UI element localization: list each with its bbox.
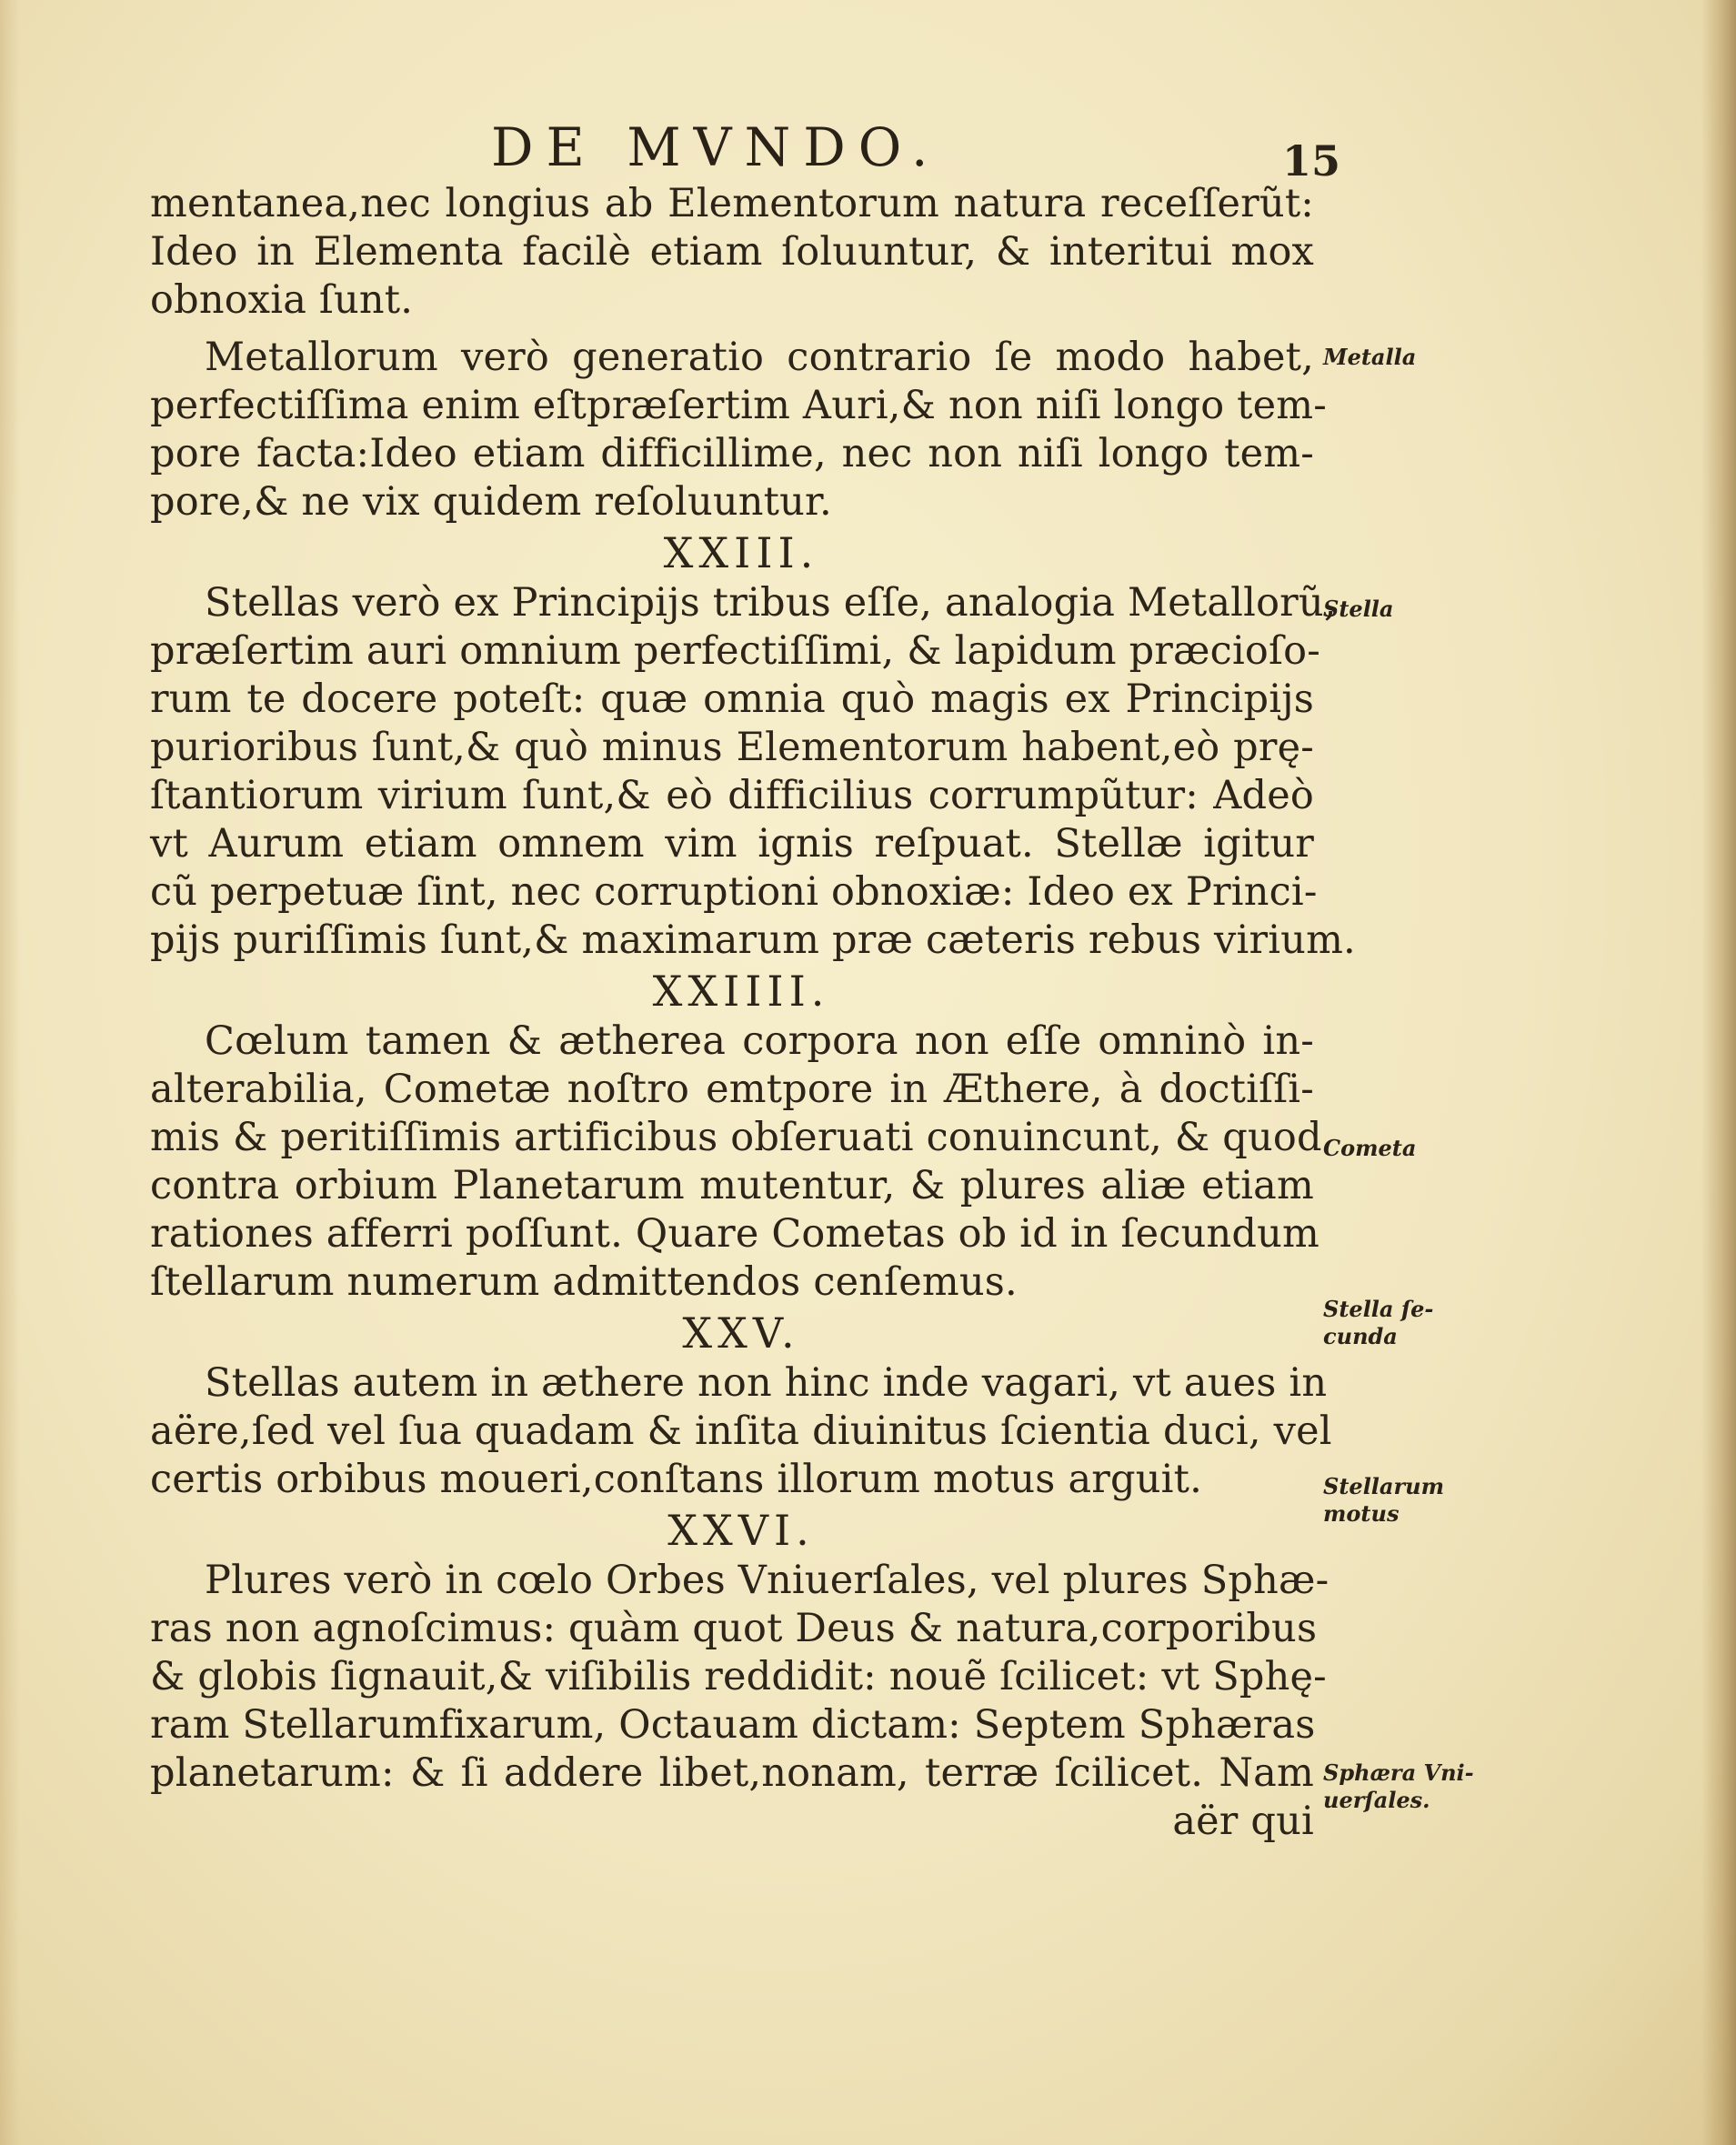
text-line: perfectiſſima enim eſtpræſertim Auri,& non niſi longo tem- [150, 383, 1327, 428]
text-line: aëre,ſed vel ſua quadam & inſita diuinitus ſcientia duci, vel [150, 1408, 1332, 1454]
text-line: obnoxia ſunt. [150, 277, 414, 323]
marginal-note: Metalla [1323, 344, 1417, 370]
text-line: pore,& ne vix quidem reſoluuntur. [150, 479, 832, 525]
text-line: mis & peritiſſimis artificibus obſeruati conuincunt, & quod [150, 1115, 1322, 1160]
running-header: DE MVNDO. [491, 116, 941, 178]
catchword: aër qui [1172, 1799, 1314, 1844]
section-number: XXIII. [663, 528, 819, 577]
text-line: Stellas verò ex Principijs tribus eſſe, analogia Metallorũ, [205, 580, 1337, 626]
text-line: contra orbium Planetarum mutentur, & plures aliæ etiam [150, 1163, 1314, 1208]
marginal-note: Stellarum motus [1323, 1473, 1444, 1527]
text-line: pijs puriſſimis ſunt,& maximarum præ cæteris rebus virium. [150, 917, 1356, 963]
section-number: XXV. [682, 1308, 800, 1358]
text-line: Cœlum tamen & ætherea corpora non eſſe omninò in- [205, 1018, 1314, 1064]
text-line: planetarum: & ſi addere libet,nonam, terræ ſcilicet. Nam [150, 1750, 1314, 1796]
marginal-note: Stella ſe- cunda [1323, 1296, 1434, 1349]
text-line: ram Stellarumfixarum, Octauam dictam: Septem Sphæras [150, 1702, 1316, 1748]
section-number: XXIIII. [652, 967, 830, 1016]
page-edge-shadow-left [0, 0, 20, 2145]
body-text [150, 180, 1356, 1846]
text-line: ſtellarum numerum admittendos cenſemus. [150, 1259, 1018, 1305]
text-line: Stellas autem in æthere non hinc inde vagari, vt aues in [205, 1360, 1328, 1406]
page-number: 15 [1282, 136, 1341, 185]
text-line: ras non agnoſcimus: quàm quot Deus & natura,corporibus [150, 1606, 1318, 1651]
text-line: alterabilia, Cometæ noſtro emtpore in Æthere, à doctiſſi- [150, 1067, 1314, 1112]
text-line: & globis ſignauit,& viſibilis reddidit: nouẽ ſcilicet: vt Sphę- [150, 1654, 1327, 1699]
text-line: rum te docere poteſt: quæ omnia quò magis ex Principijs [150, 677, 1314, 722]
text-line: cũ perpetuæ ſint, nec corruptioni obnoxiæ: Ideo ex Princi- [150, 869, 1318, 915]
section-number: XXVI. [667, 1506, 815, 1555]
text-line: certis orbibus moueri,conſtans illorum motus arguit. [150, 1457, 1202, 1502]
marginal-note: Sphæra Vni- uerſales. [1323, 1759, 1474, 1813]
text-line: præſertim auri omnium perfectiſſimi, & lapidum præcioſo- [150, 628, 1320, 674]
text-line: Ideo in Elementa facilè etiam ſoluuntur, & interitui mox [150, 229, 1314, 275]
text-line: Metallorum verò generatio contrario ſe modo habet, [205, 335, 1314, 380]
text-line: vt Aurum etiam omnem vim ignis reſpuat. Stellæ igitur [150, 821, 1314, 867]
text-line: Plures verò in cœlo Orbes Vniuerſales, vel plures Sphæ- [205, 1558, 1330, 1603]
text-line: mentanea,nec longius ab Elementorum natura receſſerũt: [150, 181, 1314, 226]
marginal-note: Cometa [1323, 1135, 1417, 1161]
text-line: pore facta:Ideo etiam difficillime, nec non niſi longo tem- [150, 431, 1314, 476]
text-line: purioribus ſunt,& quò minus Elementorum habent,eò prę- [150, 725, 1314, 770]
page-edge-shadow-right [1701, 0, 1736, 2145]
text-line: ſtantiorum virium ſunt,& eò difficilius corrumpũtur: Adeò [150, 773, 1314, 818]
text-line: rationes afferri poſſunt. Quare Cometas ob id in ſecundum [150, 1211, 1320, 1257]
marginal-note: Stella [1323, 596, 1394, 622]
